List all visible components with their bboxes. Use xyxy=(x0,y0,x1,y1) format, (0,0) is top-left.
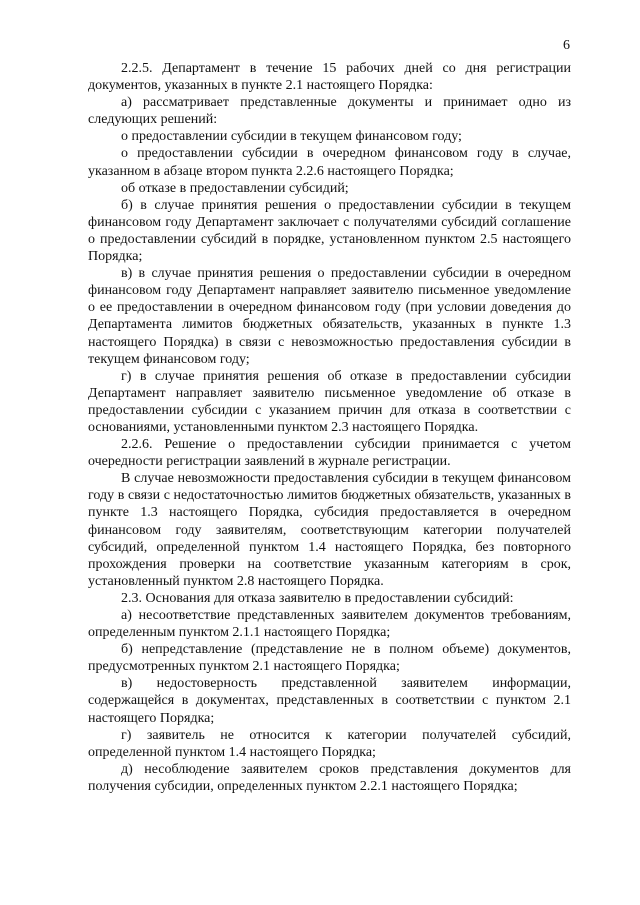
paragraph-item-b: б) в случае принятия решения о предоставлении субсидии в текущем финансовом году Департамент заключает с получателями субсидий соглашение о предоставлении субсидий в порядке, установленном пунктом 2.5 настоящего Порядка; xyxy=(88,197,571,265)
paragraph-refusal-v: в) недостоверность представленной заявителем информации, содержащейся в документах, представленных в соответствии с пунктом 2.1 настоящего Порядка; xyxy=(88,676,571,726)
paragraph-refusal-b: б) непредставление (представление не в полном объеме) документов, предусмотренных пунктом 2.1 настоящего Порядка; xyxy=(88,642,571,675)
paragraph-2-3: 2.3. Основания для отказа заявителю в предоставлении субсидий: xyxy=(121,590,514,606)
paragraph-refusal-g: г) заявитель не относится к категории получателей субсидий, определенной пунктом 1.4 настоящего Порядка; xyxy=(88,727,571,760)
paragraph-item-g: г) в случае принятия решения об отказе в предоставлении субсидии Департамент направляет заявителю письменное уведомление об отказе в предоставлении субсидии с указанием причин для отказа в соответствии с основаниями, установленными пунктом 2.3 настоящего Порядка. xyxy=(88,368,571,435)
paragraph-item-v: в) в случае принятия решения о предоставлении субсидии в очередном финансовом году Департамент направляет заявителю письменное уведомление о ее предоставлении в очередном финансовом году (при условии доведения до Департамента лимитов бюджетных обязательств, указанных в пункте 1.3 настоящего Порядка) в связи с невозможностью предоставления субсидии в текущем финансовом году; xyxy=(88,266,571,367)
paragraph-item-a: а) рассматривает представленные документы и принимает одно из следующих решений: xyxy=(88,95,571,128)
paragraph-decision-next-year: о предоставлении субсидии в очередном финансовом году в случае, указанном в абзаце втором пункта 2.2.6 настоящего Порядка; xyxy=(88,146,571,179)
paragraph-refusal-a: а) несоответствие представленных заявителем документов требованиям, определенным пунктом 2.1.1 настоящего Порядка; xyxy=(88,608,571,641)
document-body xyxy=(88,60,571,795)
page-number: 6 xyxy=(563,38,570,53)
paragraph-decision-refusal: об отказе в предоставлении субсидий; xyxy=(121,180,349,196)
paragraph-2-2-6: 2.2.6. Решение о предоставлении субсидии принимается с учетом очередности регистрации заявлений в журнале регистрации. xyxy=(88,437,571,470)
paragraph-2-2-5: 2.2.5. Департамент в течение 15 рабочих дней со дня регистрации документов, указанных в пункте 2.1 настоящего Порядка: xyxy=(88,61,571,94)
paragraph-refusal-d: д) несоблюдение заявителем сроков представления документов для получения субсидии, определенных пунктом 2.2.1 настоящего Порядка; xyxy=(88,761,571,794)
paragraph-insufficient-limits: В случае невозможности предоставления субсидии в текущем финансовом году в связи с недостаточностью лимитов бюджетных обязательств, указанных в пункте 1.3 настоящего Порядка, субсидия предоставляется в очередном финансовом году заявителям, соответствующим категории получателей субсидий, определенной пунктом 1.4 настоящего Порядка, без повторного прохождения проверки на соответствие указанным категориям в срок, установленный пунктом 2.8 настоящего Порядка. xyxy=(88,471,571,589)
paragraph-decision-current-year: о предоставлении субсидии в текущем финансовом году; xyxy=(121,129,462,145)
